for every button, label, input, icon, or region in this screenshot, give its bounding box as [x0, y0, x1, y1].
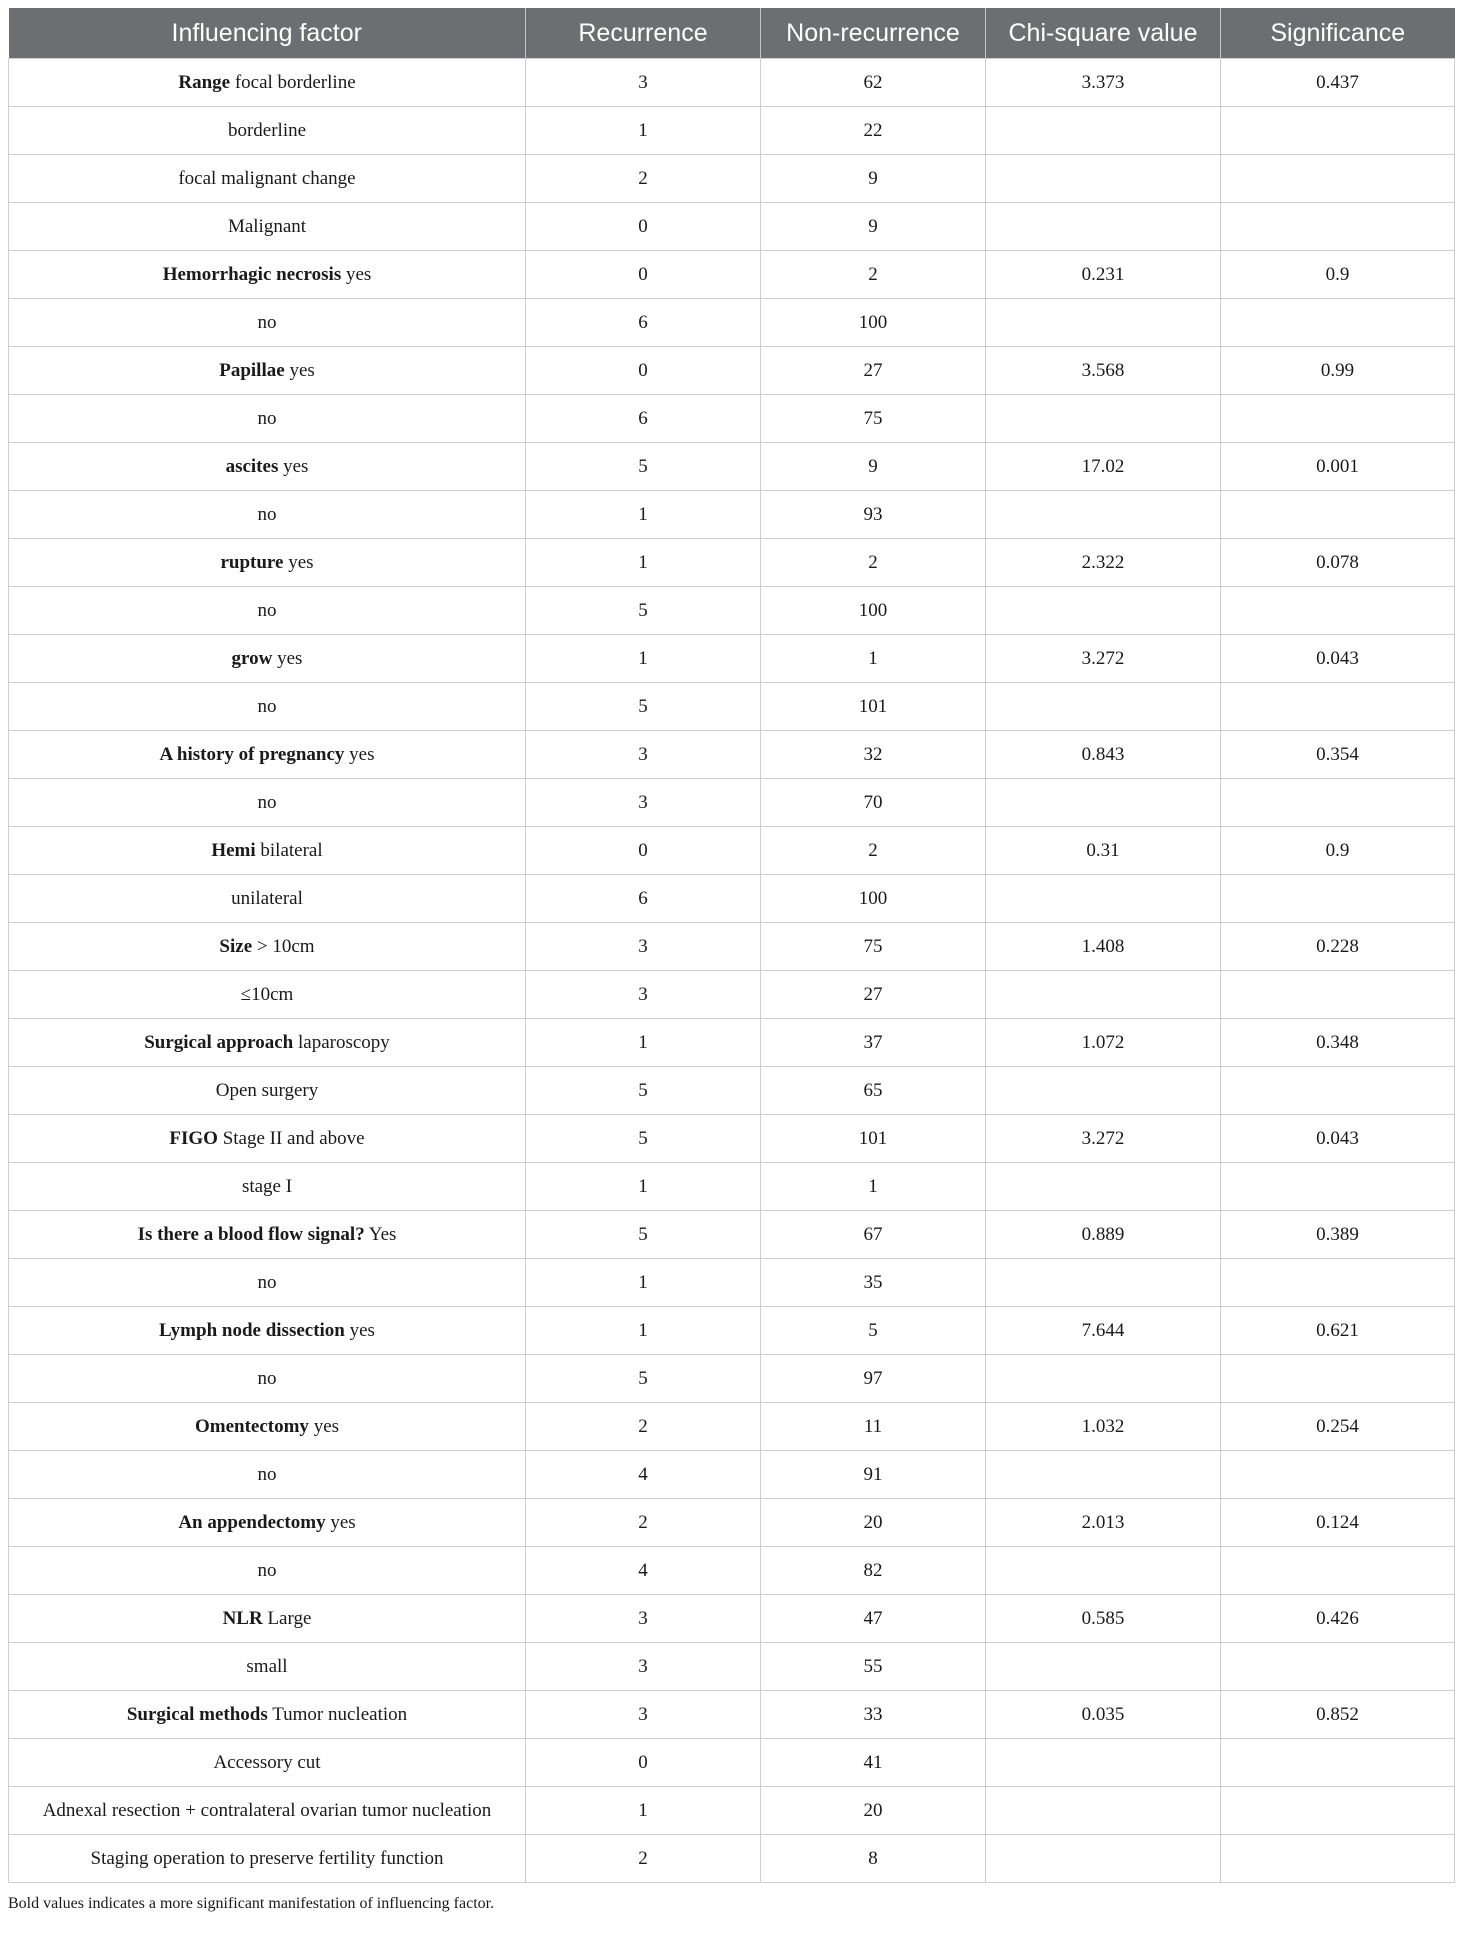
cell-recurrence: 0 [526, 251, 761, 299]
cell-non-recurrence: 100 [761, 875, 986, 923]
cell-recurrence: 0 [526, 1739, 761, 1787]
cell-non-recurrence: 97 [761, 1355, 986, 1403]
factor-name: Hemorrhagic necrosis [162, 263, 342, 285]
factor-name: Range [178, 71, 231, 93]
cell-chi-square [986, 875, 1221, 923]
cell-recurrence: 0 [526, 347, 761, 395]
cell-recurrence: 5 [526, 587, 761, 635]
cell-non-recurrence: 32 [761, 731, 986, 779]
cell-chi-square [986, 1739, 1221, 1787]
cell-non-recurrence: 67 [761, 1211, 986, 1259]
cell-significance [1221, 1259, 1455, 1307]
cell-influencing-factor [9, 1211, 526, 1259]
factor-category: Stage II and above [222, 1127, 365, 1149]
cell-influencing-factor [9, 1115, 526, 1163]
table-row [9, 1691, 1455, 1739]
cell-influencing-factor [9, 1163, 526, 1211]
table-row [9, 635, 1455, 683]
cell-non-recurrence: 9 [761, 443, 986, 491]
cell-influencing-factor [9, 1259, 526, 1307]
cell-chi-square [986, 491, 1221, 539]
cell-non-recurrence: 55 [761, 1643, 986, 1691]
cell-influencing-factor [9, 971, 526, 1019]
cell-non-recurrence: 70 [761, 779, 986, 827]
factor-category: yes [349, 1319, 375, 1341]
cell-non-recurrence: 20 [761, 1787, 986, 1835]
cell-recurrence: 3 [526, 1643, 761, 1691]
cell-chi-square [986, 1835, 1221, 1883]
cell-chi-square [986, 1451, 1221, 1499]
table-row [9, 683, 1455, 731]
cell-influencing-factor [9, 875, 526, 923]
cell-recurrence: 1 [526, 635, 761, 683]
header-chi-square: Chi-square value [986, 8, 1221, 59]
cell-recurrence: 1 [526, 1259, 761, 1307]
factor-name: Lymph node dissection [159, 1319, 345, 1341]
cell-significance [1221, 587, 1455, 635]
cell-influencing-factor [9, 1547, 526, 1595]
cell-significance [1221, 1739, 1455, 1787]
cell-chi-square [986, 1787, 1221, 1835]
cell-recurrence: 3 [526, 1595, 761, 1643]
cell-recurrence: 5 [526, 1211, 761, 1259]
cell-recurrence: 3 [526, 779, 761, 827]
cell-significance: 0.254 [1221, 1403, 1455, 1451]
cell-influencing-factor [9, 923, 526, 971]
table-row [9, 1307, 1455, 1355]
cell-chi-square: 0.585 [986, 1595, 1221, 1643]
cell-recurrence: 5 [526, 683, 761, 731]
factor-name: Omentectomy [194, 1415, 309, 1437]
cell-significance [1221, 1787, 1455, 1835]
factor-name: Is there a blood flow signal? [137, 1223, 365, 1245]
factor-category: > 10cm [256, 935, 315, 957]
table-row [9, 443, 1455, 491]
cell-recurrence: 3 [526, 923, 761, 971]
table-row [9, 1595, 1455, 1643]
cell-non-recurrence: 2 [761, 539, 986, 587]
cell-non-recurrence: 22 [761, 107, 986, 155]
cell-non-recurrence: 8 [761, 1835, 986, 1883]
table-row [9, 1019, 1455, 1067]
table-row [9, 1259, 1455, 1307]
cell-non-recurrence: 2 [761, 827, 986, 875]
factor-name: ascites [225, 455, 279, 477]
cell-chi-square [986, 155, 1221, 203]
cell-non-recurrence: 75 [761, 923, 986, 971]
factor-category: ≤10cm [240, 983, 294, 1005]
cell-non-recurrence: 27 [761, 971, 986, 1019]
cell-significance [1221, 1067, 1455, 1115]
factor-category: yes [313, 1415, 340, 1437]
cell-influencing-factor [9, 827, 526, 875]
cell-influencing-factor [9, 1451, 526, 1499]
factor-name: A history of pregnancy [159, 743, 345, 765]
cell-influencing-factor [9, 731, 526, 779]
cell-chi-square: 0.231 [986, 251, 1221, 299]
cell-chi-square: 0.843 [986, 731, 1221, 779]
cell-influencing-factor [9, 1067, 526, 1115]
cell-chi-square [986, 779, 1221, 827]
factor-name: Hemi [211, 839, 256, 861]
cell-recurrence: 2 [526, 1835, 761, 1883]
cell-significance: 0.043 [1221, 1115, 1455, 1163]
table-row [9, 587, 1455, 635]
cell-influencing-factor [9, 1787, 526, 1835]
factor-category: yes [283, 455, 309, 477]
cell-recurrence: 1 [526, 107, 761, 155]
factor-category: Staging operation to preserve fertility function [90, 1847, 444, 1869]
cell-influencing-factor [9, 155, 526, 203]
cell-influencing-factor [9, 587, 526, 635]
table-row [9, 1115, 1455, 1163]
cell-significance: 0.001 [1221, 443, 1455, 491]
table-row [9, 1835, 1455, 1883]
factor-category: no [257, 1559, 277, 1581]
factor-category: no [257, 791, 277, 813]
cell-chi-square: 1.072 [986, 1019, 1221, 1067]
cell-chi-square: 7.644 [986, 1307, 1221, 1355]
table-row [9, 1211, 1455, 1259]
cell-non-recurrence: 27 [761, 347, 986, 395]
cell-recurrence: 0 [526, 827, 761, 875]
cell-non-recurrence: 47 [761, 1595, 986, 1643]
factor-category: borderline [227, 119, 307, 141]
factor-category: no [257, 1271, 277, 1293]
cell-significance: 0.348 [1221, 1019, 1455, 1067]
table-row [9, 1787, 1455, 1835]
cell-non-recurrence: 100 [761, 587, 986, 635]
cell-influencing-factor [9, 635, 526, 683]
factor-category: Malignant [227, 215, 307, 237]
cell-non-recurrence: 33 [761, 1691, 986, 1739]
header-significance: Significance [1221, 8, 1455, 59]
cell-significance: 0.124 [1221, 1499, 1455, 1547]
cell-chi-square [986, 1643, 1221, 1691]
cell-chi-square [986, 1547, 1221, 1595]
cell-recurrence: 1 [526, 1163, 761, 1211]
cell-significance [1221, 779, 1455, 827]
cell-significance: 0.354 [1221, 731, 1455, 779]
cell-non-recurrence: 9 [761, 203, 986, 251]
factor-name: rupture [220, 551, 284, 573]
table-row [9, 923, 1455, 971]
factor-category: no [257, 1463, 277, 1485]
factor-category: Yes [368, 1223, 397, 1245]
cell-influencing-factor [9, 539, 526, 587]
cell-recurrence: 3 [526, 59, 761, 107]
cell-chi-square: 2.013 [986, 1499, 1221, 1547]
factor-category: Adnexal resection + contralateral ovarian tumor nucleation [42, 1799, 492, 1821]
cell-influencing-factor [9, 107, 526, 155]
cell-significance: 0.043 [1221, 635, 1455, 683]
cell-chi-square [986, 587, 1221, 635]
cell-significance [1221, 203, 1455, 251]
cell-recurrence: 1 [526, 1307, 761, 1355]
table-row [9, 203, 1455, 251]
table-row [9, 1547, 1455, 1595]
cell-non-recurrence: 101 [761, 683, 986, 731]
cell-recurrence: 1 [526, 539, 761, 587]
cell-chi-square: 0.035 [986, 1691, 1221, 1739]
cell-chi-square [986, 299, 1221, 347]
cell-significance: 0.389 [1221, 1211, 1455, 1259]
cell-recurrence: 6 [526, 395, 761, 443]
cell-significance [1221, 971, 1455, 1019]
cell-influencing-factor [9, 251, 526, 299]
cell-non-recurrence: 35 [761, 1259, 986, 1307]
cell-chi-square: 0.31 [986, 827, 1221, 875]
header-influencing-factor: Influencing factor [9, 8, 526, 59]
cell-recurrence: 1 [526, 491, 761, 539]
table-row [9, 155, 1455, 203]
table-row [9, 1451, 1455, 1499]
cell-chi-square: 2.322 [986, 539, 1221, 587]
cell-influencing-factor [9, 1403, 526, 1451]
cell-significance [1221, 1643, 1455, 1691]
table-footnote: Bold values indicates a more significant manifestation of influencing factor. [8, 1895, 495, 1912]
cell-recurrence: 3 [526, 1691, 761, 1739]
cell-non-recurrence: 100 [761, 299, 986, 347]
cell-recurrence: 6 [526, 299, 761, 347]
cell-influencing-factor [9, 59, 526, 107]
cell-influencing-factor [9, 299, 526, 347]
cell-chi-square [986, 1067, 1221, 1115]
cell-influencing-factor [9, 395, 526, 443]
table-row [9, 299, 1455, 347]
influencing-factor-table [8, 8, 1455, 1883]
cell-non-recurrence: 62 [761, 59, 986, 107]
cell-non-recurrence: 75 [761, 395, 986, 443]
factor-category: yes [330, 1511, 356, 1533]
table-row [9, 107, 1455, 155]
cell-influencing-factor [9, 1835, 526, 1883]
table-row [9, 827, 1455, 875]
cell-influencing-factor [9, 1355, 526, 1403]
cell-influencing-factor [9, 203, 526, 251]
cell-significance: 0.621 [1221, 1307, 1455, 1355]
cell-non-recurrence: 93 [761, 491, 986, 539]
cell-recurrence: 2 [526, 1499, 761, 1547]
factor-category: yes [277, 647, 303, 669]
cell-non-recurrence: 11 [761, 1403, 986, 1451]
cell-chi-square: 3.373 [986, 59, 1221, 107]
cell-non-recurrence: 82 [761, 1547, 986, 1595]
factor-category: yes [349, 743, 375, 765]
table-row [9, 875, 1455, 923]
factor-category: laparoscopy [297, 1031, 390, 1053]
factor-category: yes [289, 359, 315, 381]
table-row [9, 251, 1455, 299]
cell-non-recurrence: 65 [761, 1067, 986, 1115]
cell-influencing-factor [9, 491, 526, 539]
cell-significance [1221, 107, 1455, 155]
cell-influencing-factor [9, 683, 526, 731]
factor-category: yes [345, 263, 372, 285]
cell-influencing-factor [9, 779, 526, 827]
cell-influencing-factor [9, 1739, 526, 1787]
cell-non-recurrence: 9 [761, 155, 986, 203]
table-row [9, 779, 1455, 827]
factor-category: focal borderline [234, 71, 356, 93]
cell-chi-square: 0.889 [986, 1211, 1221, 1259]
table-body [9, 59, 1455, 1883]
factor-category: no [257, 695, 277, 717]
factor-name: An appendectomy [178, 1511, 326, 1533]
cell-chi-square: 3.568 [986, 347, 1221, 395]
table-row [9, 1499, 1455, 1547]
cell-non-recurrence: 5 [761, 1307, 986, 1355]
cell-significance: 0.437 [1221, 59, 1455, 107]
cell-chi-square [986, 971, 1221, 1019]
cell-significance [1221, 683, 1455, 731]
table-header [9, 8, 1455, 59]
table-row [9, 1163, 1455, 1211]
cell-influencing-factor [9, 1499, 526, 1547]
cell-significance: 0.9 [1221, 827, 1455, 875]
factor-category: no [257, 599, 277, 621]
cell-chi-square [986, 683, 1221, 731]
cell-significance [1221, 1163, 1455, 1211]
cell-significance [1221, 155, 1455, 203]
cell-significance [1221, 491, 1455, 539]
cell-recurrence: 2 [526, 1403, 761, 1451]
cell-recurrence: 3 [526, 731, 761, 779]
factor-name: grow [231, 647, 273, 669]
factor-category: Tumor nucleation [272, 1703, 408, 1725]
cell-chi-square [986, 395, 1221, 443]
cell-recurrence: 1 [526, 1019, 761, 1067]
cell-non-recurrence: 1 [761, 1163, 986, 1211]
cell-recurrence: 5 [526, 1067, 761, 1115]
table-row [9, 1643, 1455, 1691]
table-row [9, 1739, 1455, 1787]
cell-non-recurrence: 20 [761, 1499, 986, 1547]
header-row [9, 8, 1455, 59]
cell-influencing-factor [9, 443, 526, 491]
cell-non-recurrence: 37 [761, 1019, 986, 1067]
cell-recurrence: 2 [526, 155, 761, 203]
factor-name: Surgical methods [126, 1703, 268, 1725]
cell-significance [1221, 875, 1455, 923]
cell-non-recurrence: 2 [761, 251, 986, 299]
factor-name: FIGO [169, 1127, 218, 1149]
cell-recurrence: 6 [526, 875, 761, 923]
cell-influencing-factor [9, 1307, 526, 1355]
cell-recurrence: 3 [526, 971, 761, 1019]
header-non-recurrence: Non-recurrence [761, 8, 986, 59]
cell-chi-square: 3.272 [986, 635, 1221, 683]
table-row [9, 731, 1455, 779]
cell-significance: 0.99 [1221, 347, 1455, 395]
cell-chi-square [986, 107, 1221, 155]
cell-recurrence: 1 [526, 1787, 761, 1835]
cell-recurrence: 5 [526, 1355, 761, 1403]
cell-influencing-factor [9, 1595, 526, 1643]
cell-significance [1221, 395, 1455, 443]
cell-non-recurrence: 1 [761, 635, 986, 683]
cell-significance [1221, 1355, 1455, 1403]
cell-significance: 0.9 [1221, 251, 1455, 299]
table-row [9, 1067, 1455, 1115]
cell-chi-square: 3.272 [986, 1115, 1221, 1163]
table-row [9, 539, 1455, 587]
factor-category: no [257, 1367, 277, 1389]
table-row [9, 347, 1455, 395]
cell-significance [1221, 1547, 1455, 1595]
factor-category: Large [267, 1607, 312, 1629]
factor-category: Accessory cut [213, 1751, 321, 1773]
factor-name: Size [219, 935, 253, 957]
cell-recurrence: 5 [526, 1115, 761, 1163]
cell-chi-square [986, 203, 1221, 251]
cell-chi-square [986, 1163, 1221, 1211]
table-row [9, 395, 1455, 443]
cell-chi-square: 1.032 [986, 1403, 1221, 1451]
cell-significance [1221, 1451, 1455, 1499]
factor-category: no [257, 503, 277, 525]
cell-significance: 0.852 [1221, 1691, 1455, 1739]
factor-category: no [257, 407, 277, 429]
factor-name: Papillae [219, 359, 285, 381]
cell-chi-square: 17.02 [986, 443, 1221, 491]
factor-name: NLR [222, 1607, 263, 1629]
table-document [8, 8, 1454, 1913]
cell-recurrence: 0 [526, 203, 761, 251]
cell-recurrence: 4 [526, 1547, 761, 1595]
table-row [9, 1403, 1455, 1451]
header-recurrence: Recurrence [526, 8, 761, 59]
factor-category: unilateral [231, 887, 303, 909]
factor-name: Surgical approach [144, 1031, 294, 1053]
cell-non-recurrence: 91 [761, 1451, 986, 1499]
cell-influencing-factor [9, 1019, 526, 1067]
factor-category: bilateral [260, 839, 323, 861]
cell-non-recurrence: 101 [761, 1115, 986, 1163]
cell-significance: 0.078 [1221, 539, 1455, 587]
cell-influencing-factor [9, 347, 526, 395]
cell-non-recurrence: 41 [761, 1739, 986, 1787]
cell-significance [1221, 299, 1455, 347]
cell-chi-square: 1.408 [986, 923, 1221, 971]
factor-category: no [257, 311, 277, 333]
factor-category: focal malignant change [178, 167, 356, 189]
cell-influencing-factor [9, 1643, 526, 1691]
table-row [9, 971, 1455, 1019]
cell-significance: 0.228 [1221, 923, 1455, 971]
cell-significance [1221, 1835, 1455, 1883]
cell-influencing-factor [9, 1691, 526, 1739]
table-row [9, 491, 1455, 539]
cell-recurrence: 4 [526, 1451, 761, 1499]
table-row [9, 1355, 1455, 1403]
table-row [9, 59, 1455, 107]
cell-significance: 0.426 [1221, 1595, 1455, 1643]
cell-recurrence: 5 [526, 443, 761, 491]
factor-category: yes [288, 551, 314, 573]
factor-category: small [246, 1655, 288, 1677]
factor-category: Open surgery [215, 1079, 319, 1101]
factor-category: stage I [241, 1175, 293, 1197]
cell-chi-square [986, 1259, 1221, 1307]
cell-chi-square [986, 1355, 1221, 1403]
